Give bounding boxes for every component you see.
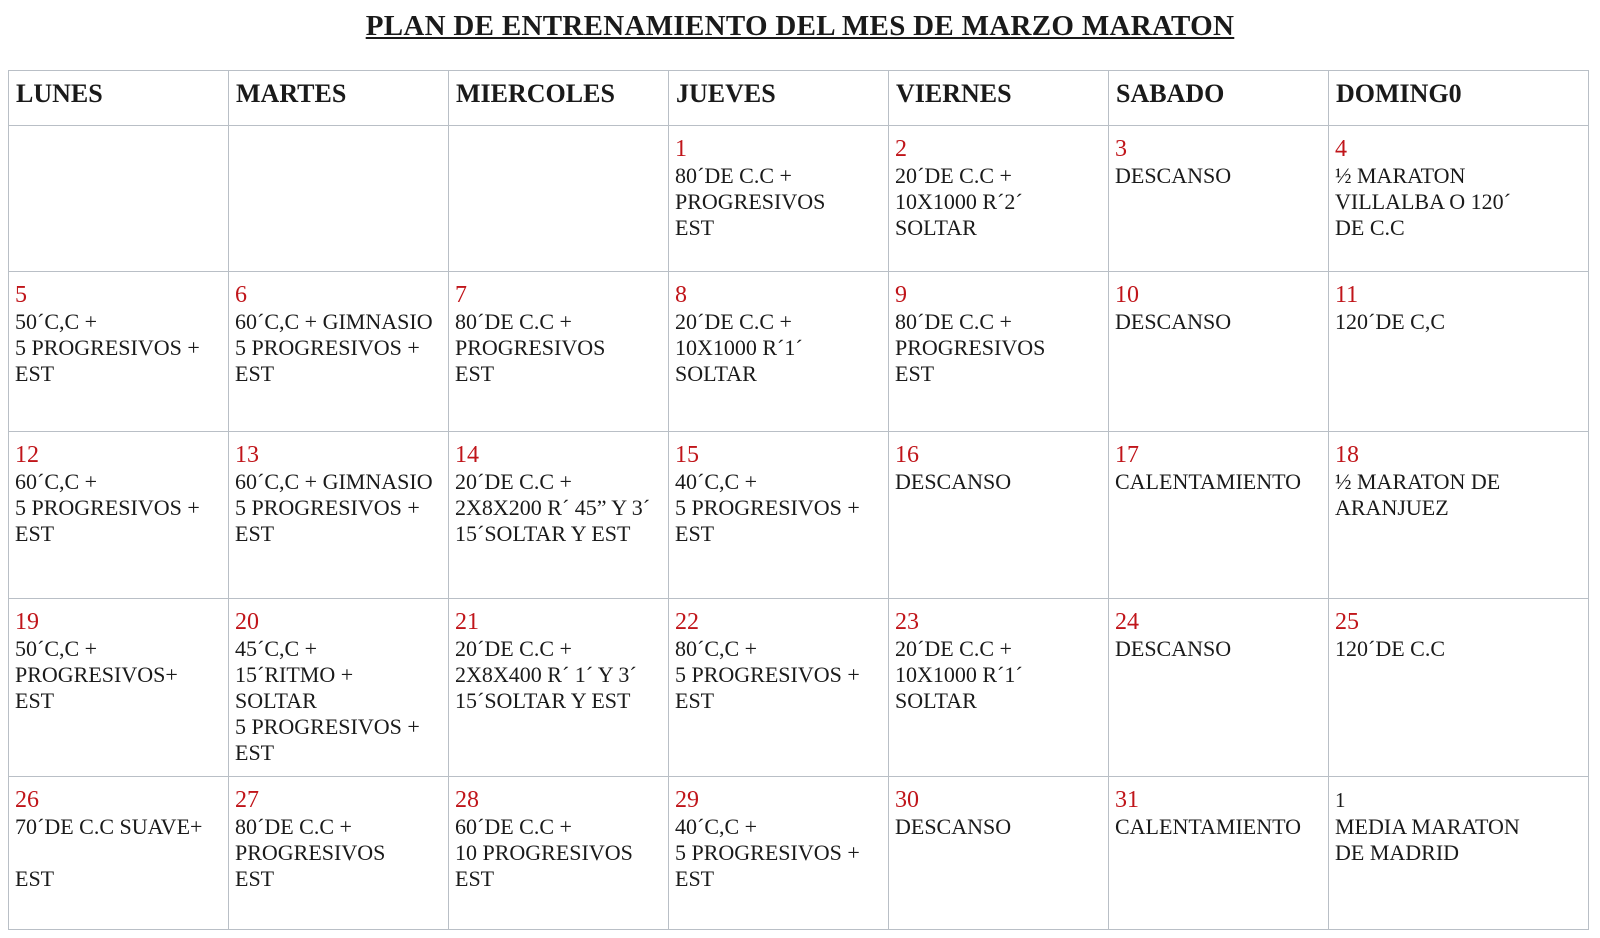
day-activity: DESCANSO (895, 813, 1012, 839)
day-cell (669, 598, 889, 776)
day-activity: 80´DE C.C + PROGRESIVOS EST (675, 163, 826, 240)
day-number: 28 (455, 786, 479, 813)
day-activity: 120´DE C,C (1335, 309, 1445, 335)
day-number: 14 (455, 442, 479, 469)
day-cell (9, 126, 229, 272)
page-title: PLAN DE ENTRENAMIENTO DEL MES DE MARZO MARATON (365, 10, 1235, 42)
day-cell (1109, 432, 1329, 599)
day-cell (1329, 272, 1589, 432)
day-cell (229, 126, 449, 272)
day-cell (889, 598, 1109, 776)
weekday-header: MARTES (229, 71, 449, 126)
training-calendar (8, 70, 1589, 930)
day-cell (1109, 126, 1329, 272)
day-cell (889, 776, 1109, 929)
day-activity: 70´DE C.C SUAVE+ EST (15, 813, 203, 891)
day-cell (449, 126, 669, 272)
day-cell (229, 432, 449, 599)
day-activity: 80´DE C.C + PROGRESIVOS EST (895, 309, 1046, 387)
day-activity: 20´DE C.C + 10X1000 R´1´ SOLTAR (675, 309, 803, 387)
week-row (9, 432, 1589, 599)
week-row (9, 776, 1589, 929)
day-cell (669, 272, 889, 432)
day-activity: 20´DE C.C + 2X8X200 R´ 45” Y 3´ 15´SOLTAR Y EST (455, 469, 651, 547)
day-cell (1109, 776, 1329, 929)
day-number: 18 (1335, 442, 1359, 469)
day-cell (1329, 432, 1589, 599)
day-number: 11 (1335, 282, 1359, 309)
day-number: 6 (235, 282, 247, 309)
week-row (9, 126, 1589, 272)
week-row (9, 272, 1589, 432)
day-number: 22 (675, 608, 699, 635)
weekday-header: DOMING0 (1329, 71, 1589, 126)
day-activity: 40´C,C + 5 PROGRESIVOS + EST (675, 469, 860, 547)
day-cell (9, 432, 229, 599)
day-number: 10 (1115, 282, 1139, 309)
day-number: 27 (235, 786, 259, 813)
day-number: 8 (675, 282, 687, 309)
day-activity: DESCANSO (1115, 635, 1232, 661)
day-activity: 80´DE C.C + PROGRESIVOS EST (235, 813, 386, 891)
day-activity: ½ MARATON VILLALBA O 120´ DE C.C (1335, 163, 1511, 240)
day-activity: 50´C,C + PROGRESIVOS+ EST (15, 635, 178, 713)
day-number: 17 (1115, 442, 1139, 469)
day-number: 7 (455, 282, 467, 309)
day-number: 5 (15, 282, 27, 309)
day-cell (229, 598, 449, 776)
day-number: 4 (1335, 136, 1347, 162)
day-activity: 20´DE C.C + 2X8X400 R´ 1´ Y 3´ 15´SOLTAR Y EST (455, 635, 637, 713)
day-cell (9, 272, 229, 432)
day-activity: 40´C,C + 5 PROGRESIVOS + EST (675, 813, 860, 891)
weekday-header: JUEVES (669, 71, 889, 126)
day-activity: 80´DE C.C + PROGRESIVOS EST (455, 309, 606, 387)
day-activity: DESCANSO (1115, 309, 1232, 335)
day-cell (449, 272, 669, 432)
day-number: 21 (455, 608, 479, 635)
day-activity: ½ MARATON DE ARANJUEZ (1335, 469, 1501, 521)
day-cell (669, 432, 889, 599)
day-number: 24 (1115, 608, 1139, 635)
weekday-header: VIERNES (889, 71, 1109, 126)
weekday-header: SABADO (1109, 71, 1329, 126)
day-cell (9, 598, 229, 776)
day-cell (1109, 272, 1329, 432)
day-activity: 20´DE C.C + 10X1000 R´1´ SOLTAR (895, 635, 1023, 713)
day-activity: 60´C,C + 5 PROGRESIVOS + EST (15, 469, 200, 547)
day-cell (449, 598, 669, 776)
day-cell (1329, 776, 1589, 929)
day-cell (9, 776, 229, 929)
day-activity: 20´DE C.C + 10X1000 R´2´ SOLTAR (895, 163, 1023, 240)
weekday-header-row (9, 71, 1589, 126)
day-number: 1 (675, 136, 687, 162)
day-activity: DESCANSO (1115, 163, 1232, 188)
day-cell (669, 776, 889, 929)
day-activity: 50´C,C + 5 PROGRESIVOS + EST (15, 309, 200, 387)
day-number: 1 (1335, 787, 1346, 812)
day-cell (1329, 126, 1589, 272)
day-number: 29 (675, 786, 699, 813)
day-number: 16 (895, 442, 919, 469)
day-cell (669, 126, 889, 272)
day-activity: 120´DE C.C (1335, 635, 1445, 661)
day-cell (229, 272, 449, 432)
day-cell (449, 776, 669, 929)
weekday-header: MIERCOLES (449, 71, 669, 126)
day-cell (449, 432, 669, 599)
day-number: 19 (15, 608, 39, 635)
day-activity: CALENTAMIENTO (1115, 469, 1302, 495)
day-cell (889, 432, 1109, 599)
day-number: 31 (1115, 786, 1139, 813)
day-number: 13 (235, 442, 259, 469)
day-activity: 80´C,C + 5 PROGRESIVOS + EST (675, 635, 860, 713)
week-row (9, 598, 1589, 776)
day-activity: MEDIA MARATON DE MADRID (1335, 813, 1520, 865)
day-activity: CALENTAMIENTO (1115, 813, 1302, 839)
day-cell (229, 776, 449, 929)
day-number: 30 (895, 786, 919, 813)
day-activity: 60´C,C + GIMNASIO 5 PROGRESIVOS + EST (235, 469, 433, 547)
day-number: 9 (895, 282, 907, 309)
weekday-header: LUNES (9, 71, 229, 126)
day-number: 3 (1115, 136, 1127, 162)
day-number: 15 (675, 442, 699, 469)
day-activity: 45´C,C + 15´RITMO + SOLTAR 5 PROGRESIVOS + EST (235, 635, 420, 765)
day-activity: 60´DE C.C + 10 PROGRESIVOS EST (455, 813, 633, 891)
day-cell (889, 126, 1109, 272)
day-number: 12 (15, 442, 39, 469)
day-number: 26 (15, 786, 39, 813)
day-activity: DESCANSO (895, 469, 1012, 495)
day-number: 2 (895, 136, 907, 162)
day-number: 20 (235, 608, 259, 635)
day-cell (1329, 598, 1589, 776)
day-cell (1109, 598, 1329, 776)
day-number: 23 (895, 608, 919, 635)
day-activity: 60´C,C + GIMNASIO 5 PROGRESIVOS + EST (235, 309, 433, 387)
day-cell (889, 272, 1109, 432)
day-number: 25 (1335, 608, 1359, 635)
